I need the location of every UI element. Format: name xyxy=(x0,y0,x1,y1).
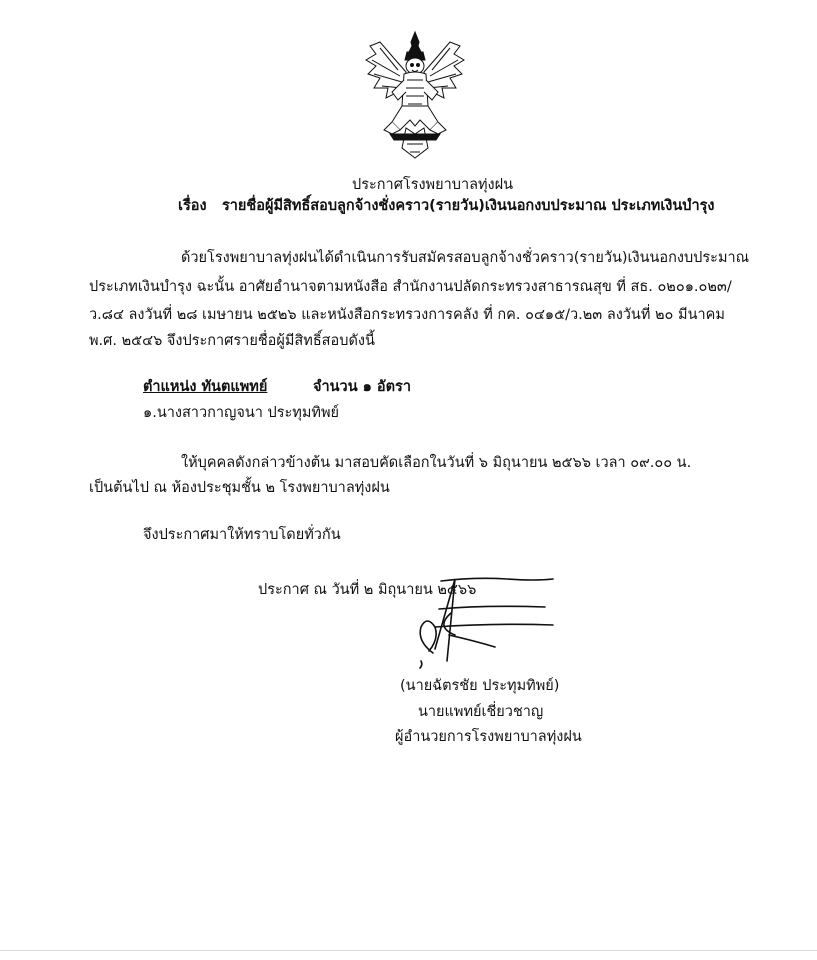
page-edge xyxy=(0,950,817,951)
intro-line-2: ประเภทเงินบำรุง ฉะนั้น อาศัยอำนาจตามหนังสือ สำนักงานปลัดกระทรวงสาธารณสุข ที่ สธ. ๐๒๐๑.๐๒๓/ xyxy=(89,279,732,295)
subject-text: รายชื่อผู้มีสิทธิ์สอบลูกจ้างชั่งคราว(รายวัน)เงินนอกงบประมาณ ประเภทเงินบำรุง xyxy=(222,198,715,214)
signer-title: ผู้อำนวยการโรงพยาบาลทุ่งฝน xyxy=(395,729,582,745)
intro-line-1: ด้วยโรงพยาบาลทุ่งฝนได้ดำเนินการรับสมัครสอบลูกจ้างชั่วคราว(รายวัน)เงินนอกงบประมาณ xyxy=(181,250,750,266)
subject-label: เรื่อง xyxy=(178,198,207,214)
quantity-text: จำนวน ๑ อัตรา xyxy=(313,379,411,395)
candidate-item: ๑.นางสาวกาญจนา ประทุมทิพย์ xyxy=(143,405,340,421)
intro-line-3: ว.๘๔ ลงวันที่ ๒๘ เมษายน ๒๕๒๖ และหนังสือกระทรวงการคลัง ที่ กค. ๐๔๑๕/ว.๒๓ ลงวันที่ ๒๐ มีนาคม xyxy=(89,307,725,323)
document-title: ประกาศโรงพยาบาลทุ่งฝน xyxy=(352,177,514,193)
closing-statement: จึงประกาศมาให้ทราบโดยทั่วกัน xyxy=(143,527,341,543)
intro-line-4: พ.ศ. ๒๕๔๖ จึงประกาศรายชื่อผู้มีสิทธิ์สอบดังนี้ xyxy=(89,333,375,349)
signer-name: (นายฉัตรชัย ประทุมทิพย์) xyxy=(400,678,560,694)
exam-line-2: เป็นต้นไป ณ ห้องประชุมชั้น ๒ โรงพยาบาลทุ่งฝน xyxy=(89,480,390,496)
exam-line-1: ให้บุคคลดังกล่าวข้างต้น มาสอบคัดเลือกในวันที่ ๖ มิถุนายน ๒๕๖๖ เวลา ๐๙.๐๐ น. xyxy=(181,455,692,471)
garuda-emblem-icon xyxy=(362,30,468,162)
position-label: ตำแหน่ง ทันตแพทย์ xyxy=(143,379,268,395)
announce-date: ประกาศ ณ วันที่ ๒ มิถุนายน ๒๕๖๖ xyxy=(258,582,477,598)
signature-icon xyxy=(395,575,555,670)
signer-rank: นายแพทย์เชี่ยวชาญ xyxy=(418,704,544,720)
